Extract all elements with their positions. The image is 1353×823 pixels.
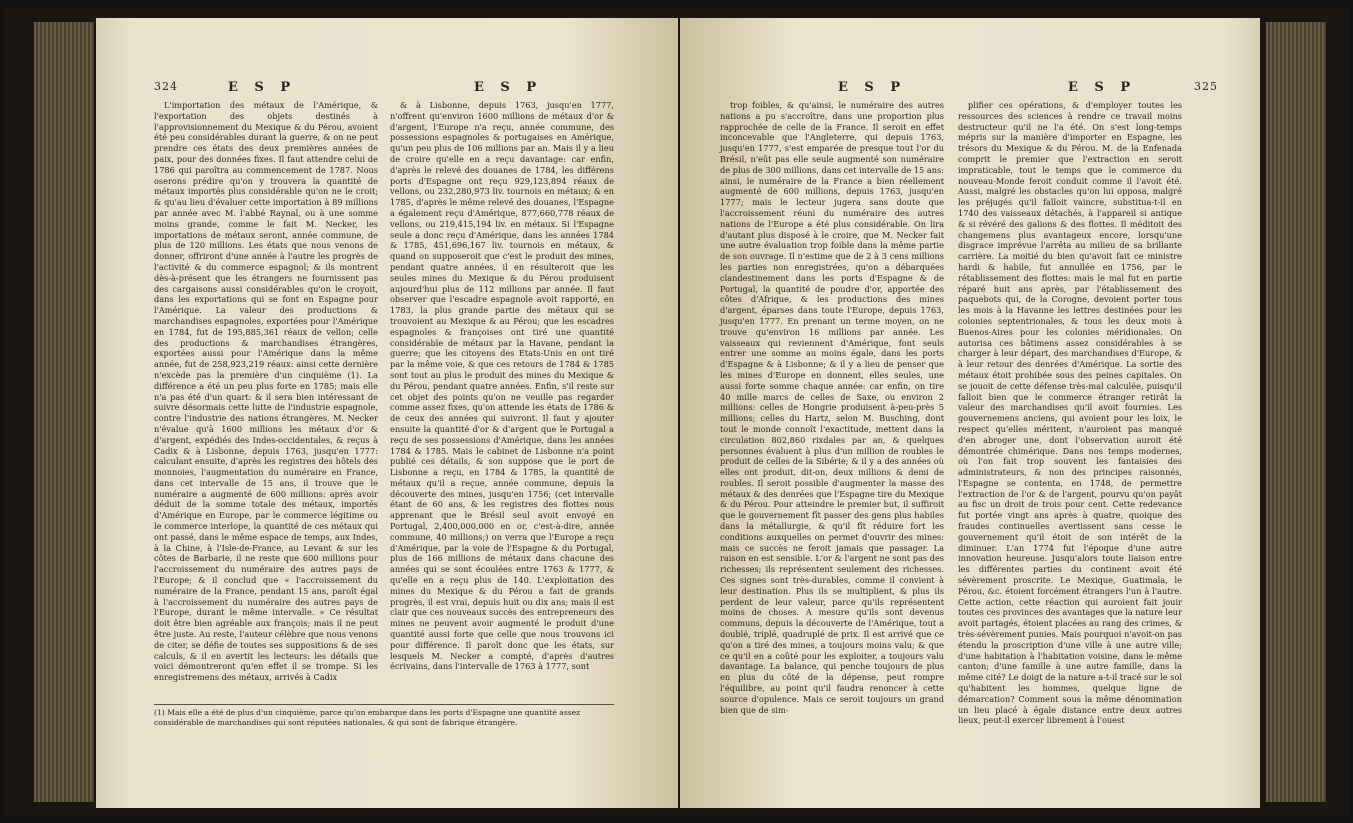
page-number-left: 324 bbox=[154, 80, 178, 93]
running-head-right-col: E S P bbox=[1068, 80, 1137, 95]
right-page-header bbox=[738, 80, 1218, 98]
left-page-column-2 bbox=[390, 100, 614, 690]
left-page-edges bbox=[34, 22, 94, 802]
open-book bbox=[4, 8, 1349, 816]
right-page-edges bbox=[1266, 22, 1326, 802]
running-head-right-col: E S P bbox=[474, 80, 543, 95]
footnote: (1) Mais elle a été de plus d'un cinquième, parce qu'on embarque dans les ports d'Espagne une quantité assez considérable de marchandises qui sont réputées nationales, & qui sont de fabrique étrangère. bbox=[154, 704, 614, 727]
running-head-left-col: E S P bbox=[838, 80, 907, 95]
right-page bbox=[680, 18, 1260, 808]
right-page-column-1 bbox=[720, 100, 944, 715]
text-column: trop foibles, & qu'ainsi, le numéraire des autres nations a pu s'accroître, dans une proportion plus rapprochée de celle de la France. Il seroit en effet inconcevable que l'Angleterre, qui depuis 1763, jusqu'en 1777, s'est emparée de presque tout l'or du Brésil, n'eût pas elle seule augmenté son numéraire de plus de 300 millions, dans cet intervalle de 15 ans: ainsi, le numéraire de la France a bien réellement augmenté de 600 millions, depuis 1763, jusqu'en 1777; mais le lecteur jugera sans doute que l'accroissement réuni du numéraire des autres nations de l'Europe a été plus considérable. On lira d'autant plus disposé à le croire, que M. Necker fait une autre évaluation trop foible dans la même partie de son ouvrage. Il n'estime que de 2 à 3 cens millions les parties non enregistrées, qu'on a débarquées clandestinement dans les ports d'Espagne & de Portugal, la quantité de poudre d'or, apportée des côtes d'Afrique, & les productions des mines d'argent, éparses dans toute l'Europe, depuis 1763, jusqu'en 1777. En prenant un terme moyen, on ne trouve qu'environ 16 millions par année. Les vaisseaux qui reviennent d'Amérique, font seuls entrer une somme au moins égale, dans les ports d'Espagne & à Lisbonne; & il y a lieu de penser que les mines d'Europe en donnent, elles seules, une aussi forte somme chaque année: car enfin, on tire 40 mille marcs de celles de Saxe, ou environ 2 millions: celles de Hongrie produisent à-peu-près 5 millions; celles du Hartz, selon M. Busching, dont tout le monde connoît l'exactitude, mettent dans la circulation 802,860 rixdales par an, & quelques personnes évaluent à plus d'un million de roubles le produit de celles de la Sibérie; & il y a des années où elles ont produit, dit-on, deux millions & demi de roubles. Il seroit possible d'augmenter la masse des métaux & des denrées que l'Espagne tire du Mexique & du Pérou. Pour atteindre le premier but, il suffiroit que le gouvernement fît passer des gens plus habiles dans la métallurgie, & qu'il fît réduire fort les conditions auxquelles on permet d'ouvrir des mines: mais ce succès ne feroit jamais que passager. La raison en est sensible. L'or & l'argent ne sont pas des richesses; ils représentent seulement des richesses. Ces signes sont très-durables, comme il convient à leur destination. Plus ils se multiplient, & plus ils perdent de leur valeur, parce qu'ils représentent moins de choses. A mesure qu'ils sont devenus communs, depuis la découverte de l'Amérique, tout a doublé, triplé, quadruplé de prix. Il est arrivé que ce qu'on a tiré des mines, a toujours moins valu; & que ce qu'il en a coûté pour les exploiter, a toujours valu davantage. La balance, qui penche toujours de plus en plus du côté de la dépense, peut rompre l'équilibre, au point qu'il faudra renoncer à cette source d'opulence. Mais ce seroit toujours un grand bien que de sim- bbox=[720, 100, 944, 715]
right-page-column-2 bbox=[958, 100, 1182, 726]
left-page-column-1 bbox=[154, 100, 378, 690]
left-page bbox=[96, 18, 678, 808]
left-page-header bbox=[154, 80, 636, 98]
running-head-left-col: E S P bbox=[228, 80, 297, 95]
text-column: & à Lisbonne, depuis 1763, jusqu'en 1777, n'offrent qu'environ 1600 millions de métaux d'or & d'argent, l'Europe n'a reçu, année commune, des possessions espagnoles & portugaises en Amérique, qu'un peu plus de 106 millions par an. Mais il y a lieu de croire qu'elle en a reçu davantage: car enfin, d'après le relevé des douanes de 1784, les différens ports d'Espagne ont reçu 929,123,894 réaux de vellons, ou 232,280,973 liv. tournois en métaux; & en 1785, d'après le même relevé des douanes, l'Espagne a également reçu d'Amérique, 877,660,778 réaux de vellons, ou 219,415,194 liv. en métaux. Si l'Espagne seule a donc reçu d'Amérique, dans les années 1784 & 1785, 451,696,167 liv. tournois en métaux, & quand on supposeroit que c'est le produit des mines, pendant quatre années, il en résulteroit que les seules mines du Mexique & du Pérou produisent aujourd'hui plus de 112 millions par année. Il faut observer que l'escadre espagnole avoit rapporté, en 1783, la plus grande partie des métaux qui se trouvoient au Mexique & au Pérou; que les escadres espagnoles & françoises ont tiré une quantité considérable de métaux par la Havane, pendant la guerre; que les citoyens des Etats-Unis en ont tiré par la même voie, & que ces retours de 1784 & 1785 sont tout au plus le produit des mines du Mexique & du Pérou, pendant quatre années. Enfin, s'il reste sur cet objet des points qu'on ne veuille pas regarder comme assez fixes, qu'on attende les états de 1786 & de ceux des années qui suivront. Il faut y ajouter ensuite la quantité d'or & d'argent que le Portugal a reçu de ses possessions d'Amérique, dans les années 1784 & 1785. Mais le cabinet de Lisbonne n'a point publié ces détails, & son suppose que le port de Lisbonne a reçu, en 1784 & 1785, la quantité de métaux qu'il a reçue, année commune, depuis la découverte des mines, jusqu'en 1756; (cet intervalle étant de 60 ans, & les registres des flottes nous apprenant que le Brésil seul avoit envoyé en Portugal, 2,400,000,000 en or, c'est-à-dire, année commune, 40 millions;) on verra que l'Europe a reçu d'Amérique, par la voie de l'Espagne & du Portugal, plus de 166 millions de métaux dans chacune des années qui se sont écoulées entre 1763 & 1777, & qu'elle en a reçu plus de 140. L'exploitation des mines du Mexique & du Pérou a fait de grands progrès, il est vrai, depuis huit ou dix ans; mais il est clair que ces nouveaux succès des entrepreneurs des mines ne peuvent avoir augmenté le produit d'une quantité aussi forte que celle que nous trouvons ici pour différence. Il paroît donc que les états, sur lesquels M. Necker a compté, d'après d'autres écrivains, dans l'intervalle de 1763 à 1777, sont bbox=[390, 100, 614, 672]
text-column: L'importation des métaux de l'Amérique, & l'exportation des objets destinés à l'approvisionnement du Mexique & du Pérou, avoient été peu considérables durant la guerre, & on ne peut prendre ces états des deux premières années de paix, pour des données fixes. Il faut attendre celui de 1786 qui paroîtra au commencement de 1787. Nous oserons prédire qu'on y trouvera la quantité de métaux importés plus considérable qu'on ne le croit; & qu'au lieu d'évaluer cette importation à 89 millions par année avec M. l'abbé Raynal, ou à une somme moins grande, comme le fait M. Necker, les importations de métaux seront, année commune, de plus de 120 millions. Les états que nous venons de donner, offriront d'une année à l'autre les progrès de l'activité & du commerce espagnol; & ils montrent dès-à-présent que les étrangers ne fournissent pas des cargaisons aussi considérables qu'on le croyoit, dans les exportations qui se font en Espagne pour l'Amérique. La valeur des productions & marchandises espagnoles, exportées pour l'Amérique en 1784, fut de 195,885,361 réaux de vellon; celle des productions & marchandises étrangères, exportées aussi pour l'Amérique dans la même année, fut de 258,923,219 réaux: ainsi cette dernière n'excède pas la première d'un cinquième (1). La différence a été un peu plus forte en 1785; mais elle n'a pas été d'un quart: & il sera bien intéressant de suivre désormais cette lutte de l'industrie espagnole, contre l'industrie des nations étrangères. M. Necker n'évalue qu'à 1600 millions les métaux d'or & d'argent, expédiés des Indes-occidentales, & reçus à Cadix & à Lisbonne, depuis 1763, jusqu'en 1777: calculant ensuite, d'après les registres des hôtels des monnoies, l'augmentation du numéraire en France, dans cet intervalle de 15 ans, il trouve que le numéraire a augmenté de 600 millions: après avoir déduit de la somme totale des métaux, importés d'Amérique en Europe, par le commerce légitime ou le commerce interlope, la quantité de ces métaux qui ont passé, dans le même espace de temps, aux Indes, à la Chine, à l'Isle-de-France, au Levant & sur les côtes de Barbarie, il ne reste que 600 millions pour l'accroissement du numéraire des autres pays de l'Europe; & il conclud que « l'accroissement du numéraire de la France, pendant 15 ans, paroît égal à l'accroissement du numéraire des autres pays de l'Europe, durant le même intervalle. » Ce résultat doit être bien agréable aux françois; mais il ne peut être juste. Au reste, l'auteur célèbre que nous venons de citer, se défie de toutes ses suppositions & de ses calculs, & il en avertit les lecteurs: les détails que voici démontreront qu'en effet il se trompe. Si les enregistremens des métaux, arrivés à Cadix bbox=[154, 100, 378, 683]
text-column: plifier ces opérations, & d'employer toutes les ressources des sciences à rendre ce travail moins destructeur qu'il ne l'a été. On s'est long-temps mépris sur la manière d'importer en Espagne, les trésors du Mexique & du Pérou. M. de la Enfenada comprit le premier que l'extraction en seroit impraticable, tout le temps que le commerce du nouveau-Monde feroit conduit comme il l'avoit été. Aussi, malgré les obstacles qu'on lui opposa, malgré les préjugés qu'il falloit vaincre, substitua-t-il en 1740 des vaisseaux détachés, à l'appareil si antique & si révéré des galions & des flottes. Il méditoit des changemens plus avantageux encore, lorsqu'une disgrace imprévue l'arrêta au milieu de sa brillante carrière. La moitié du bien qu'avoit fait ce ministre hardi & habile, fut annullée en 1756, par le rétablissement des flottes: mais le mal fut en partie réparé huit ans après, par l'établissement des paquebots qui, de la Corogne, devoient porter tous les mois à la Havanne les lettres destinées pour les colonies septentrionales, & tous les deux mois à Buenos-Aires pour les colonies méridionales. On autorisa ces bâtimens assez considérables à se charger à leur départ, des marchandises d'Europe, & à leur retour des denrées d'Amérique. La sortie des métaux étoit prohibée sous des peines capitales. On se jouoit de cette défense très-mal calculée, puisqu'il falloit bien que le commerce étranger retirât la valeur des marchandises qu'il avoit fournies. Les gouvernemens anciens, qui avoient pour les loix, le respect qu'elles méritent, n'auroient pas manqué d'en abroger une, dont l'observation auroit été démontrée chimérique. Dans nos temps modernes, où l'on fait trop souvent les fantaisies des administrateurs, & non des principes raisonnés, l'Espagne se contenta, en 1748, de permettre l'extraction de l'or & de l'argent, pourvu qu'on payât au fisc un droit de trois pour cent. Cette redevance fut portée vingt ans après à quatre, quoique des fraudes continuelles avertissent sans cesse le gouvernement qu'il étoit de son intérêt de la diminuer. L'an 1774 fut l'époque d'une autre innovation heureuse. Jusqu'alors toute liaison entre les différentes parties du continent avoit été sévèrement proscrite. Le Mexique, Guatimala, le Pérou, &c. étoient forcément étrangers l'un à l'autre. Cette action, cette réaction qui auroient fait jouir toutes ces provinces des avantages que la nature leur avoit partagés, étoient placées au rang des crimes, & très-sévèrement punies. Mais pourquoi n'avoit-on pas étendu la proscription d'une ville à une autre ville; d'une habitation à l'habitation voisine, dans le même canton; d'une famille à une autre famille, dans la même cité? Le doigt de la nature a-t-il tracé sur le sol qu'habitent les hommes, quelque ligne de démarcation? Comment sous la même dénomination un lieu placé à égale distance entre deux autres lieux, peut-il exercer librement à l'ouest bbox=[958, 100, 1182, 726]
page-number-right: 325 bbox=[1194, 80, 1218, 93]
